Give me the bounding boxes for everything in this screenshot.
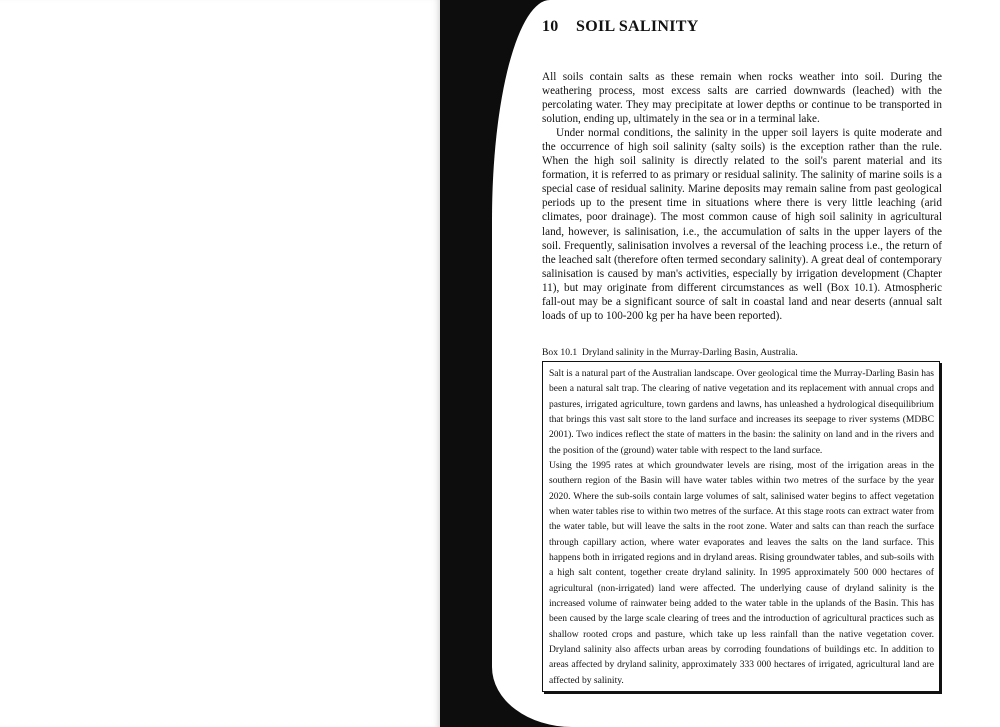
body-paragraph-2: Under normal conditions, the salinity in the upper soil layers is quite moderate and the occurrence of high soil salinity (salty soils) is the exception rather than the rule. When the high soil salinity is directly related to the soil's parent material and its formation, it is referred to as primary or residual salinity. The salinity of marine soils is a special case of residual salinity. Marine deposits may remain saline from past geological periods up to the present time in situations where there is very little leaching (arid climates, poor drainage). The most common cause of high soil salinity in agricultural land, however, is salinisation, i.e., the accumulation of salts in the upper layers of the soil. Frequently, salinisation involves a reversal of the leaching process i.e., the return of the leached salt (therefore often termed secondary salinity). A great deal of contemporary salinisation is caused by man's activities, especially by irrigation development (Chapter 11), but may originate from different circumstances as well (Box 10.1). Atmospheric fall-out may be a significant source of salt in coastal land and near deserts (annual salt loads of up to 100-200 kg per ha have been reported).: [542, 127, 942, 322]
right-page: [492, 0, 1000, 727]
box-caption-text: Dryland salinity in the Murray-Darling Basin, Australia.: [582, 346, 798, 358]
box-paragraph-2: Using the 1995 rates at which groundwater levels are rising, most of the irrigation areas in the southern region of the Basin will have water tables within two metres of the surface by the year 2020. Where the sub-soils contain large volumes of salt, salinised water begins to affect vegetation when water tables rise to within two metres of the surface. At this stage roots can extract water from the water table, but will leave the salts in the root zone. Water and salts can than reach the surface through capillary action, where water evaporates and leaves the salts on the land surface. This happens both in irrigated regions and in dryland areas. Rising groundwater tables, and sub-soils with a high salt content, together create dryland salinity. In 1995 approximately 500 000 hectares of agricultural (non-irrigated) land were affected. The underlying cause of dryland salinity is the increased volume of rainwater being added to the water table in the uplands of the Basin. This has been caused by the large scale clearing of trees and the introduction of agricultural practices such as shallow rooted crops and pasture, which take up less rainfall than the native vegetation cover. Dryland salinity also affects urban areas by corroding foundations of buildings etc. In addition to areas affected by dryland salinity, approximately 333 000 hectares of irrigated, agricultural land are affected by salinity.: [549, 459, 934, 686]
page-content: [542, 18, 942, 692]
left-page-blank: [0, 0, 442, 727]
chapter-title: SOIL SALINITY: [576, 18, 699, 35]
chapter-heading: [542, 18, 942, 36]
box-caption: [542, 347, 942, 358]
body-paragraph-1: All soils contain salts as these remain when rocks weather into soil. During the weathering process, most excess salts are carried downwards (leached) with the percolating water. They may precipitate at lower depths or continue to be transported in solution, ending up, ultimately in the sea or in a terminal lake.: [542, 71, 942, 126]
chapter-number: 10: [542, 18, 559, 35]
box-label: Box 10.1: [542, 346, 578, 358]
box-paragraph-1: Salt is a natural part of the Australian landscape. Over geological time the Murray-Darling Basin has been a natural salt trap. The clearing of native vegetation and its replacement with annual crops and pastures, irrigated agriculture, town gardens and lawns, has unleashed a hydrological disequilibrium that brings this vast salt store to the land surface and increases its seepage to river systems (MDBC 2001). Two indices reflect the state of matters in the basin: the salinity on land and in the rivers and the position of the (ground) water table with respect to the land surface.: [549, 367, 934, 456]
box-panel: [542, 361, 940, 692]
